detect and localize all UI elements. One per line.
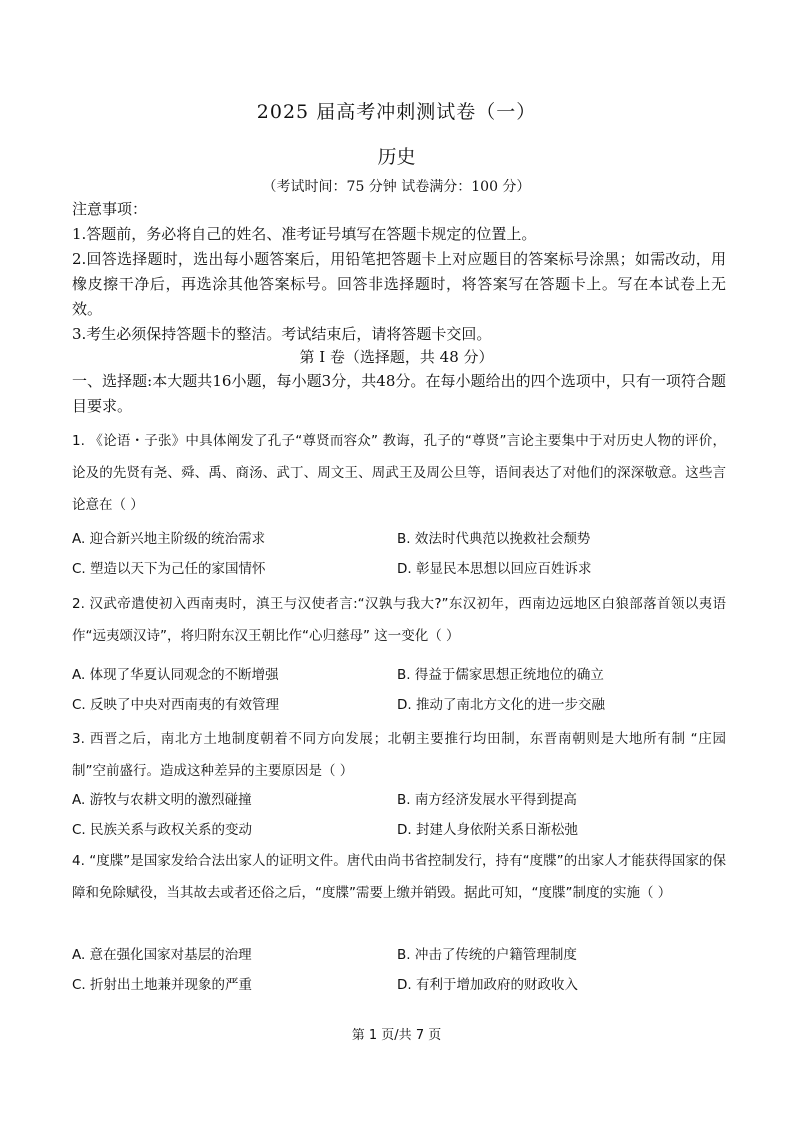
notice-heading: 注意事项： [72, 200, 148, 218]
option-a: A. 体现了华夏认同观念的不断增强 [72, 667, 279, 683]
question-options [72, 785, 726, 845]
option-a: A. 游牧与农耕文明的激烈碰撞 [72, 792, 252, 808]
notice-section [72, 197, 726, 347]
question-stem: 4. “度牒”是国家发给合法出家人的证明文件。唐代由尚书省控制发行，持有“度牒”的出家人才能获得国家的保障和免除赋役，当其故去或者还俗之后，“度牒”需要上缴并销毁。据此可知，“度牒”制度的实施（ ） [72, 853, 726, 901]
question-options [72, 660, 726, 720]
section-heading: 第 I 卷（选择题，共 48 分） [299, 348, 494, 366]
option-b: B. 得益于儒家思想正统地位的确立 [397, 667, 604, 683]
option-d: D. 有利于增加政府的财政收入 [397, 977, 578, 993]
section-instruction: 一、选择题:本大题共16小题，每小题3分，共48分。在每小题给出的四个选项中，只有一项符合题目要求。 [72, 372, 726, 415]
option-b: B. 冲击了传统的户籍管理制度 [397, 947, 577, 963]
option-c: C. 民族关系与政权关系的变动 [72, 822, 253, 838]
page-number: 第 1 页/共 7 页 [351, 1028, 442, 1043]
notice-item: 2.回答选择题时，选出每小题答案后，用铅笔把答题卡上对应题目的答案标号涂黑；如需改动，用橡皮擦干净后，再选涂其他答案标号。回答非选择题时，将答案写在答题卡上。写在本试卷上无效。 [72, 250, 726, 318]
notice-item: 3.考生必须保持答题卡的整洁。考试结束后，请将答题卡交回。 [72, 325, 492, 343]
option-d: D. 推动了南北方文化的进一步交融 [397, 697, 605, 713]
question-stem: 1. 《论语・子张》中具体阐发了孔子“尊贤而容众” 教诲，孔子的“尊贤”言论主要集中于对历史人物的评价，论及的先贤有尧、舜、禹、商汤、武丁、周文王、周武王及周公旦等，语间表达了对他们的深深敬意。这些言论意在（ ） [72, 433, 726, 513]
option-a: A. 迎合新兴地主阶级的统治需求 [72, 531, 266, 547]
option-c: C. 折射出土地兼并现象的严重 [72, 977, 253, 993]
option-b: B. 南方经济发展水平得到提高 [397, 792, 577, 808]
option-a: A. 意在强化国家对基层的治理 [72, 947, 252, 963]
question-options [72, 524, 726, 584]
option-b: B. 效法时代典范以挽救社会颓势 [397, 531, 591, 547]
exam-title: 2025 届高考冲刺测试卷（一） [256, 101, 537, 123]
question-options [72, 940, 726, 1000]
option-c: C. 反映了中央对西南夷的有效管理 [72, 697, 280, 713]
notice-item: 1.答题前，务必将自己的姓名、准考证号填写在答题卡规定的位置上。 [72, 225, 537, 243]
question-stem: 3. 西晋之后，南北方土地制度朝着不同方向发展；北朝主要推行均田制，东晋南朝则是大地所有制 “庄园制”空前盛行。造成这种差异的主要原因是（ ） [72, 731, 726, 779]
option-d: D. 彰显民本思想以回应百姓诉求 [397, 561, 592, 577]
option-c: C. 塑造以天下为己任的家国情怀 [72, 561, 266, 577]
subject-title: 历史 [377, 146, 416, 168]
exam-meta: （考试时间：75 分钟 试卷满分：100 分） [262, 179, 531, 195]
question-stem: 2. 汉武帝遣使初入西南夷时，滇王与汉使者言:“汉孰与我大?”东汉初年，西南边远地区白狼部落首领以夷语作“远夷颂汉诗”，将归附东汉王朝比作“心归慈母” 这一变化（ ） [72, 596, 726, 644]
option-d: D. 封建人身依附关系日渐松弛 [397, 822, 578, 838]
